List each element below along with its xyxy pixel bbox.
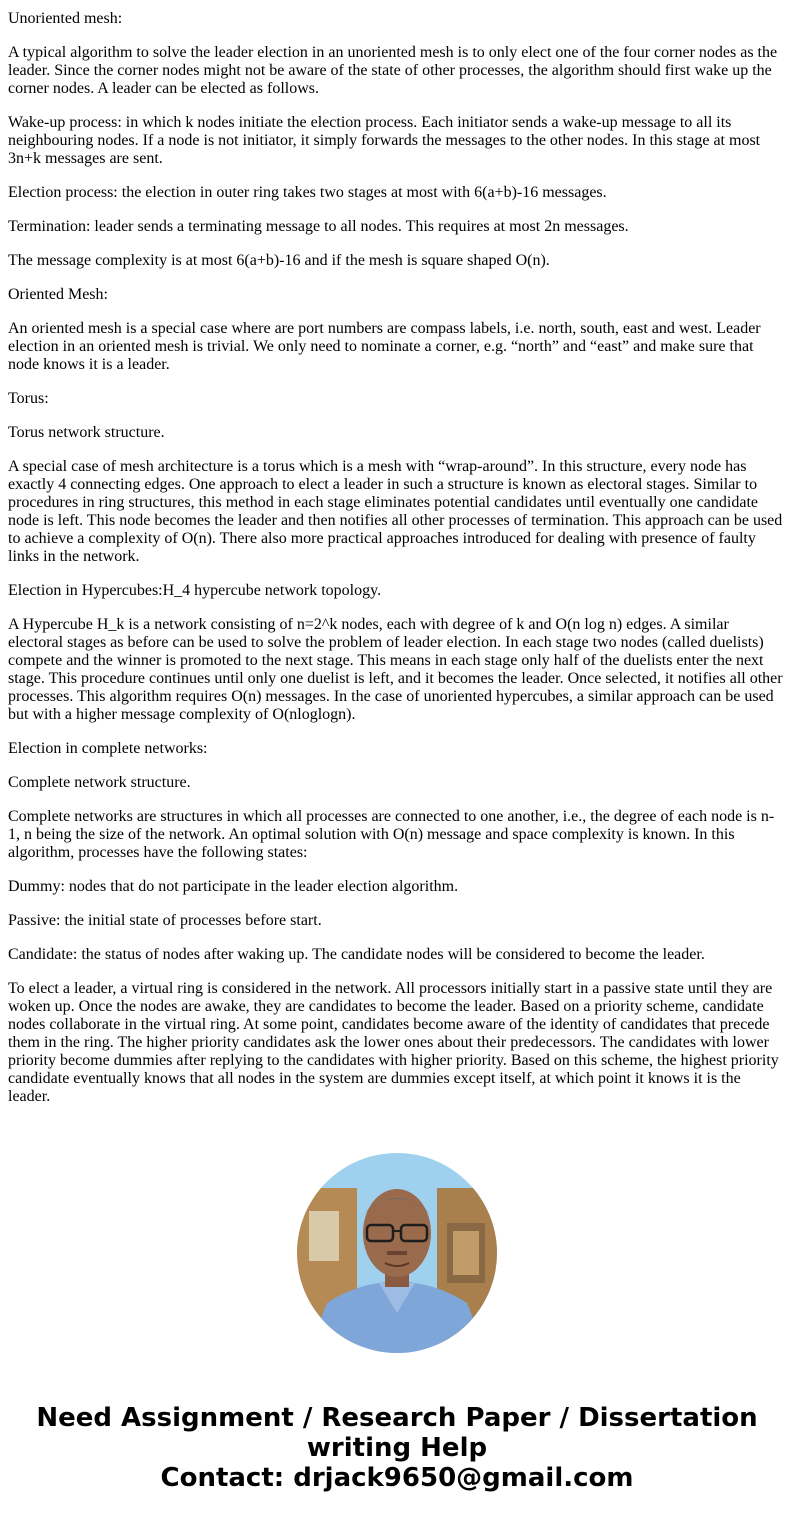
heading-torus: Torus: (8, 390, 49, 407)
paragraph: A Hypercube H_k is a network consisting of n=2^k nodes, each with degree of k and O(n log n) edges. A similar electoral stages as before can be used to solve the problem of leader election. In each stage two nodes (called duelists) compete and the winner is promoted to the next stage. This means in each stage only half of the duelists enter the next stage. This procedure continues until only one duelist is left, and it becomes the leader. Once selected, it notifies all other processes. This algorithm requires O(n) messages. In the case of unoriented hypercubes, a similar approach can be used but with a higher message complexity of O(nloglogn). (8, 616, 783, 723)
paragraph: Wake-up process: in which k nodes initiate the election process. Each initiator sends a wake-up message to all its neighbouring nodes. If a node is not initiator, it simply forwards the messages to the other nodes. In this stage at most 3n+k messages are sent. (8, 114, 761, 167)
paragraph: Election process: the election in outer ring takes two stages at most with 6(a+b)-16 messages. (8, 184, 607, 201)
heading-unoriented-mesh: Unoriented mesh: (8, 10, 123, 27)
heading-complete-networks: Election in complete networks: (8, 740, 208, 757)
article-body (8, 10, 786, 1122)
author-photo (297, 1153, 497, 1353)
paragraph: To elect a leader, a virtual ring is considered in the network. All processors initially start in a passive state until they are woken up. Once the nodes are awake, they are candidates to become the leader. Based on a priority scheme, candidate nodes collaborate in the virtual ring. At some point, candidates become aware of the identity of candidates that precede them in the ring. The higher priority candidates ask the lower ones about their predecessors. The candidates with lower priority become dummies after replying to the candidates with higher priority. Based on this scheme, the highest priority candidate eventually knows that all nodes in the system are dummies except itself, at which point it knows it is the leader. (8, 980, 779, 1105)
promo-banner (0, 1403, 794, 1493)
paragraph: Torus network structure. (8, 424, 165, 441)
paragraph: A special case of mesh architecture is a torus which is a mesh with “wrap-around”. In this structure, every node has exactly 4 connecting edges. One approach to elect a leader in such a structure is known as electoral stages. Similar to procedures in ring structures, this method in each stage eliminates potential candidates until eventually one candidate node is left. This node becomes the leader and then notifies all other processes of termination. This approach can be used to achieve a complexity of O(n). There also more practical approaches introduced for dealing with presence of faulty links in the network. (8, 458, 783, 565)
promo-line-2: writing Help (306, 1433, 488, 1463)
promo-contact: Contact: drjack9650@gmail.com (160, 1463, 634, 1493)
promo-line-1: Need Assignment / Research Paper / Dissertation (36, 1403, 758, 1433)
paragraph: Passive: the initial state of processes before start. (8, 912, 322, 929)
paragraph: Complete network structure. (8, 774, 191, 791)
paragraph: Candidate: the status of nodes after waking up. The candidate nodes will be considered to become the leader. (8, 946, 705, 963)
heading-hypercubes: Election in Hypercubes:H_4 hypercube network topology. (8, 582, 382, 599)
paragraph: Termination: leader sends a terminating message to all nodes. This requires at most 2n messages. (8, 218, 629, 235)
paragraph: Complete networks are structures in which all processes are connected to one another, i.e., the degree of each node is n-1, n being the size of the network. An optimal solution with O(n) message and space complexity is known. In this algorithm, processes have the following states: (8, 808, 775, 861)
portrait-image (297, 1153, 497, 1353)
paragraph: The message complexity is at most 6(a+b)-16 and if the mesh is square shaped O(n). (8, 252, 550, 269)
paragraph: A typical algorithm to solve the leader election in an unoriented mesh is to only elect one of the four corner nodes as the leader. Since the corner nodes might not be aware of the state of other processes, the algorithm should first wake up the corner nodes. A leader can be elected as follows. (8, 44, 778, 97)
paragraph: An oriented mesh is a special case where are port numbers are compass labels, i.e. north, south, east and west. Leader election in an oriented mesh is trivial. We only need to nominate a corner, e.g. “north” and “east” and make sure that node knows it is a leader. (8, 320, 761, 373)
heading-oriented-mesh: Oriented Mesh: (8, 286, 108, 303)
paragraph: Dummy: nodes that do not participate in the leader election algorithm. (8, 878, 459, 895)
